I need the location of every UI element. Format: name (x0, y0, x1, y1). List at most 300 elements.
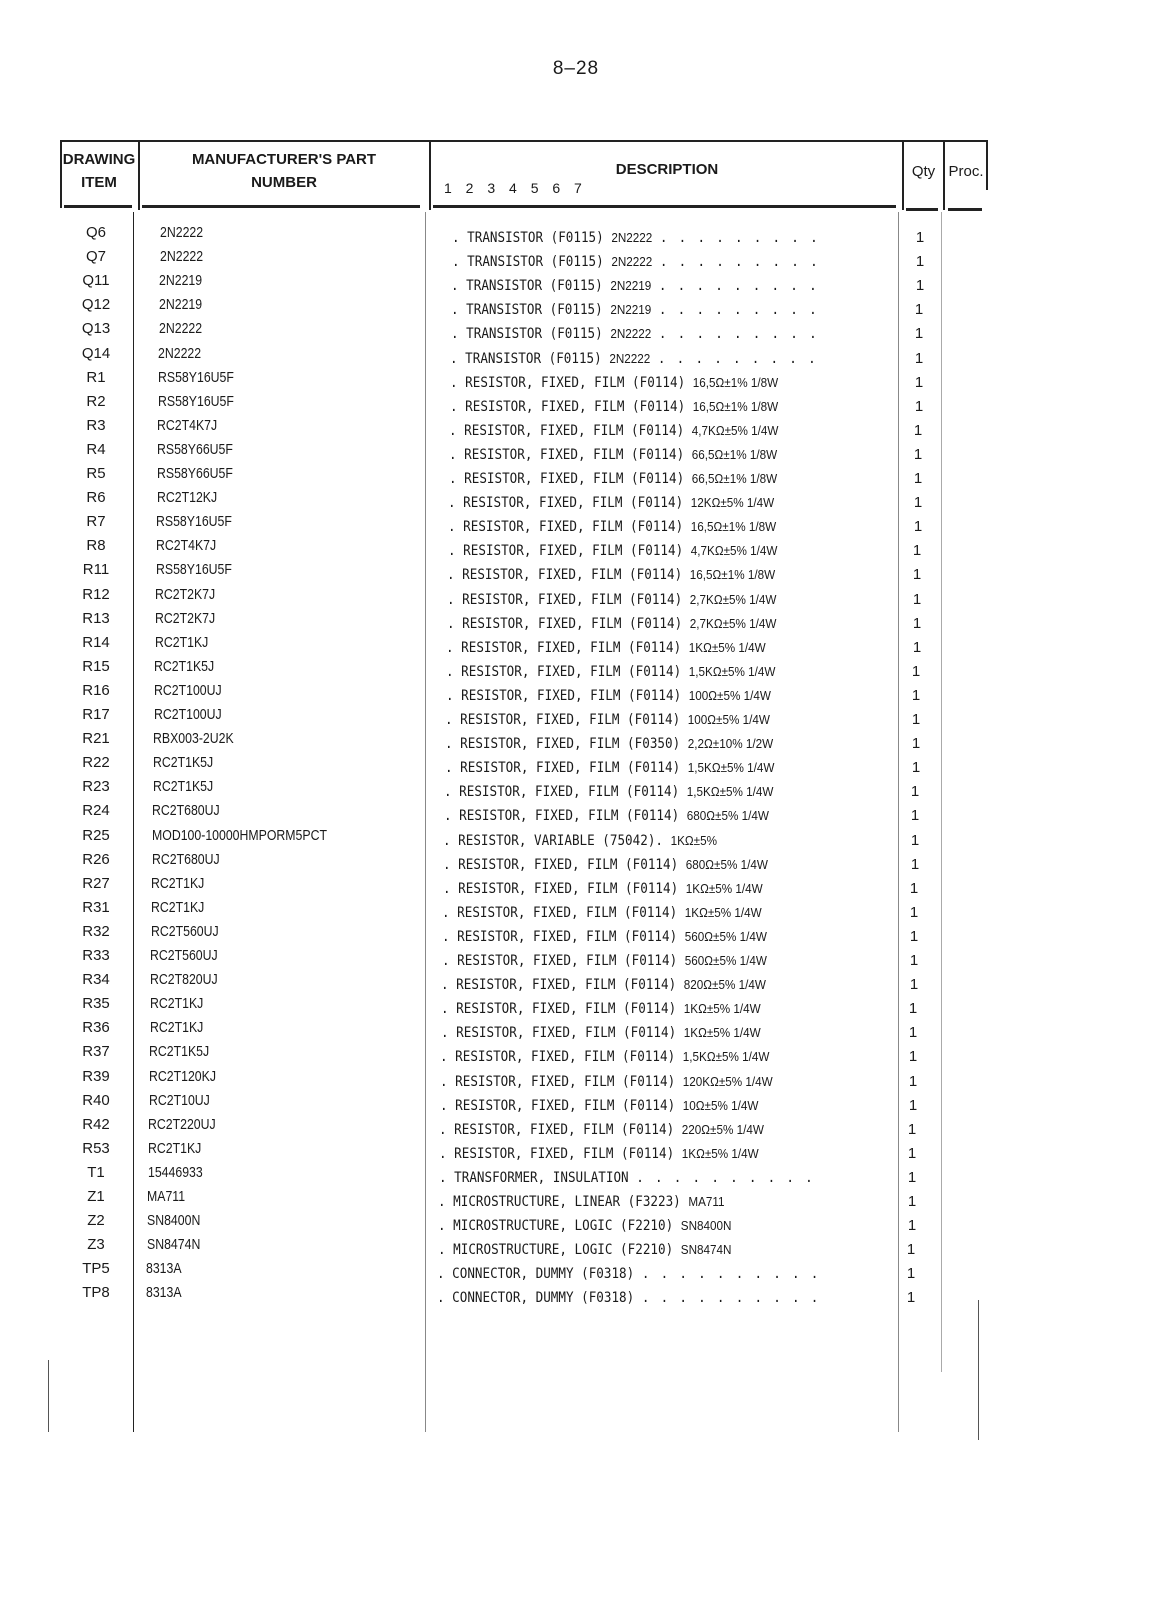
part-number: RC2T680UJ (152, 802, 220, 819)
description (451, 300, 818, 320)
drawing-item: R24 (82, 802, 110, 819)
description-value: 1,5KΩ±5% 1/4W (686, 784, 774, 799)
part-number: RC2T1K5J (153, 778, 214, 795)
description-text: . RESISTOR, FIXED, FILM (F0114) (445, 760, 681, 776)
description-value: 2,7KΩ±5% 1/4W (689, 616, 777, 631)
description-value: 1KΩ±5% 1/4W (683, 1001, 761, 1016)
table-row (0, 753, 1152, 777)
part-number: 2N2219 (159, 272, 203, 289)
drawing-item: Q6 (85, 224, 106, 241)
description-text: . RESISTOR, FIXED, FILM (F0114) (441, 1025, 677, 1041)
table-row (0, 344, 1152, 368)
quantity: 1 (914, 325, 924, 342)
drawing-item: R8 (86, 537, 106, 554)
part-number: RC2T1KJ (150, 1019, 204, 1036)
quantity: 1 (907, 1193, 917, 1210)
table-row (0, 416, 1152, 440)
description-value: 2N2219 (610, 302, 652, 317)
description (443, 879, 763, 899)
description (441, 975, 766, 995)
drawing-item: R2 (86, 393, 106, 410)
part-number: RC2T560UJ (151, 923, 219, 940)
table-row (0, 1235, 1152, 1259)
quantity: 1 (912, 615, 922, 632)
leader-dots: . . . . . . . . . (659, 254, 820, 270)
quantity: 1 (912, 566, 922, 583)
description-value: 16,5Ω±1% 1/8W (690, 519, 777, 534)
description-value: 1KΩ±5% 1/4W (685, 881, 763, 896)
leader-dots: . . . . . . . . . (658, 326, 819, 342)
part-number: RC2T1KJ (155, 634, 209, 651)
part-number: RS58Y66U5F (157, 465, 233, 482)
table-row (0, 705, 1152, 729)
table-row (0, 633, 1152, 657)
description-text: . RESISTOR, FIXED, FILM (F0114) (447, 592, 683, 608)
description (445, 758, 774, 778)
drawing-item: R26 (82, 851, 110, 868)
description-text: . RESISTOR, VARIABLE (75042). (443, 833, 663, 849)
description-value: 16,5Ω±1% 1/8W (689, 567, 776, 582)
description (439, 1144, 759, 1164)
quantity: 1 (914, 374, 924, 391)
table-row (0, 1115, 1152, 1139)
description-text: . RESISTOR, FIXED, FILM (F0114) (443, 857, 679, 873)
drawing-item: R3 (86, 417, 106, 434)
description-text: . RESISTOR, FIXED, FILM (F0114) (448, 495, 684, 511)
drawing-item: R17 (82, 706, 110, 723)
description (440, 1047, 769, 1067)
description-text: . RESISTOR, FIXED, FILM (F0114) (449, 447, 685, 463)
header-description-levels: 1 2 3 4 5 6 7 (444, 180, 587, 196)
description-value: MA711 (688, 1194, 725, 1209)
description (437, 1264, 820, 1284)
description-value: 66,5Ω±1% 1/8W (691, 471, 778, 486)
drawing-item: Z3 (87, 1236, 105, 1253)
table-row (0, 440, 1152, 464)
quantity: 1 (906, 1241, 916, 1258)
drawing-item: R42 (82, 1116, 110, 1133)
part-number: RC2T2K7J (155, 586, 216, 603)
header-description: DESCRIPTION (615, 161, 719, 178)
drawing-item: R35 (82, 995, 110, 1012)
quantity: 1 (910, 807, 920, 824)
drawing-item: R40 (82, 1092, 110, 1109)
drawing-item: Z1 (87, 1188, 105, 1205)
quantity: 1 (911, 663, 921, 680)
description-text: . RESISTOR, FIXED, FILM (F0114) (442, 953, 678, 969)
drawing-item: R1 (86, 369, 106, 386)
description-text: . MICROSTRUCTURE, LINEAR (F3223) (438, 1194, 681, 1210)
table-row (0, 994, 1152, 1018)
quantity: 1 (908, 1048, 918, 1065)
description (440, 1096, 758, 1116)
part-number: RC2T120KJ (149, 1068, 216, 1085)
part-number: RC2T1K5J (149, 1043, 210, 1060)
description (439, 1168, 815, 1188)
description-value: 1KΩ±5% (670, 833, 717, 848)
description (441, 1023, 761, 1043)
description-text: . RESISTOR, FIXED, FILM (F0114) (447, 567, 683, 583)
description-text: . RESISTOR, FIXED, FILM (F0114) (440, 1098, 676, 1114)
quantity: 1 (909, 880, 919, 897)
description-text: . RESISTOR, FIXED, FILM (F0114) (445, 712, 681, 728)
description-value: 1KΩ±5% 1/4W (681, 1146, 759, 1161)
description-value: SN8474N (680, 1242, 732, 1257)
part-number: RC2T1KJ (148, 1140, 202, 1157)
description-value: 2,2Ω±10% 1/2W (687, 736, 774, 751)
drawing-item: R34 (82, 971, 110, 988)
description-text: . RESISTOR, FIXED, FILM (F0114) (442, 929, 678, 945)
quantity: 1 (912, 639, 922, 656)
quantity: 1 (911, 711, 921, 728)
drawing-item: T1 (87, 1164, 105, 1181)
quantity: 1 (911, 759, 921, 776)
table-row (0, 1139, 1152, 1163)
leader-dots: . . . . . . . . . . (641, 1266, 821, 1282)
table-row (0, 874, 1152, 898)
description-text: . CONNECTOR, DUMMY (F0318) (437, 1266, 635, 1282)
quantity: 1 (909, 976, 919, 993)
drawing-item: Q7 (85, 248, 106, 265)
quantity: 1 (913, 446, 923, 463)
description (451, 276, 818, 296)
part-number: RC2T4K7J (156, 537, 217, 554)
description-text: . RESISTOR, FIXED, FILM (F0114) (444, 784, 680, 800)
leader-dots: . . . . . . . . . (659, 230, 820, 246)
part-number: RC2T1KJ (151, 875, 205, 892)
part-number: 2N2222 (159, 320, 203, 337)
part-number: MA711 (147, 1188, 186, 1205)
description (445, 734, 773, 754)
part-number: RC2T220UJ (148, 1116, 216, 1133)
table-row (0, 319, 1152, 343)
description-value: 1,5KΩ±5% 1/4W (682, 1049, 770, 1064)
drawing-item: R32 (82, 923, 110, 940)
description-value: 4,7KΩ±5% 1/4W (690, 543, 778, 558)
description-text: . RESISTOR, FIXED, FILM (F0114) (446, 664, 682, 680)
table-row (0, 1163, 1152, 1187)
part-number: 2N2219 (159, 296, 203, 313)
description-value: 560Ω±5% 1/4W (684, 929, 767, 944)
description-value: 220Ω±5% 1/4W (681, 1122, 764, 1137)
quantity: 1 (906, 1289, 916, 1306)
part-number: RS58Y16U5F (156, 561, 232, 578)
drawing-item: Q11 (82, 272, 110, 289)
drawing-item: R21 (82, 730, 110, 747)
drawing-item: R31 (82, 899, 110, 916)
description-text: . RESISTOR, FIXED, FILM (F0114) (449, 471, 685, 487)
quantity: 1 (908, 1024, 918, 1041)
part-number: RC2T4K7J (157, 417, 218, 434)
description-text: . RESISTOR, FIXED, FILM (F0114) (447, 616, 683, 632)
description (452, 228, 819, 248)
description (449, 421, 778, 441)
table-row (0, 657, 1152, 681)
description (446, 662, 775, 682)
part-number: 2N2222 (158, 345, 202, 362)
description (441, 999, 761, 1019)
drawing-item: R16 (82, 682, 110, 699)
part-number: RC2T560UJ (150, 947, 218, 964)
quantity: 1 (909, 952, 919, 969)
table-row (0, 247, 1152, 271)
drawing-item: Q12 (81, 296, 111, 313)
quantity: 1 (915, 229, 925, 246)
description-text: . RESISTOR, FIXED, FILM (F0114) (448, 543, 684, 559)
part-number: RC2T1K5J (153, 754, 214, 771)
table-row (0, 970, 1152, 994)
leader-dots: . . . . . . . . . . (641, 1290, 821, 1306)
description (444, 806, 769, 826)
description-value: 120KΩ±5% 1/4W (682, 1074, 773, 1089)
description-value: 560Ω±5% 1/4W (684, 953, 767, 968)
description-text: . TRANSISTOR (F0115) (451, 326, 603, 342)
part-number: SN8400N (147, 1212, 201, 1229)
quantity: 1 (908, 1097, 918, 1114)
table-row (0, 585, 1152, 609)
quantity: 1 (914, 350, 924, 367)
description-text: . TRANSISTOR (F0115) (451, 302, 603, 318)
quantity: 1 (912, 591, 922, 608)
drawing-item: R22 (82, 754, 110, 771)
leader-dots: . . . . . . . . . . (636, 1170, 815, 1186)
table-row (0, 946, 1152, 970)
description (448, 517, 776, 537)
quantity: 1 (910, 832, 920, 849)
table-row (0, 1042, 1152, 1066)
table-row (0, 1067, 1152, 1091)
part-number: RC2T2K7J (155, 610, 216, 627)
part-number: RC2T1K5J (154, 658, 215, 675)
quantity: 1 (908, 1000, 918, 1017)
quantity: 1 (907, 1169, 917, 1186)
drawing-item: TP8 (82, 1284, 110, 1301)
quantity: 1 (907, 1145, 917, 1162)
description (450, 373, 778, 393)
description-value: 1KΩ±5% 1/4W (688, 640, 766, 655)
quantity: 1 (909, 904, 919, 921)
table-row (0, 271, 1152, 295)
table-row (0, 223, 1152, 247)
description-value: 2N2222 (611, 254, 653, 269)
description (448, 493, 774, 513)
description-value: 66,5Ω±1% 1/8W (691, 447, 778, 462)
description (440, 1072, 773, 1092)
table-row (0, 801, 1152, 825)
description (452, 252, 819, 272)
description (451, 324, 818, 344)
table-row (0, 488, 1152, 512)
drawing-item: R4 (86, 441, 106, 458)
description-text: . RESISTOR, FIXED, FILM (F0114) (448, 519, 684, 535)
description-value: 16,5Ω±1% 1/8W (692, 375, 779, 390)
table-row (0, 464, 1152, 488)
drawing-item: R27 (82, 875, 110, 892)
description (443, 855, 768, 875)
header-qty: Qty (911, 163, 936, 180)
description-text: . RESISTOR, FIXED, FILM (F0114) (446, 640, 682, 656)
part-number: RS58Y16U5F (158, 393, 234, 410)
description (438, 1240, 731, 1260)
header-drawing-line1: DRAWING (62, 151, 136, 168)
leader-dots: . . . . . . . . . (658, 302, 819, 318)
part-number: RS58Y66U5F (157, 441, 233, 458)
part-number: RC2T100UJ (154, 682, 222, 699)
drawing-item: R13 (82, 610, 110, 627)
description-value: 1,5KΩ±5% 1/4W (688, 664, 776, 679)
description-text: . RESISTOR, FIXED, FILM (F0350) (445, 736, 681, 752)
drawing-item: Q14 (81, 345, 111, 362)
part-number: 8313A (146, 1284, 182, 1301)
quantity: 1 (913, 422, 923, 439)
header-part-line2: NUMBER (251, 174, 317, 191)
drawing-item: R33 (82, 947, 110, 964)
quantity: 1 (911, 735, 921, 752)
part-number: RS58Y16U5F (158, 369, 234, 386)
description-value: 2N2219 (610, 278, 652, 293)
table-row (0, 898, 1152, 922)
description-text: . TRANSISTOR (F0115) (452, 254, 604, 270)
description-text: . CONNECTOR, DUMMY (F0318) (437, 1290, 635, 1306)
drawing-item: R37 (82, 1043, 110, 1060)
drawing-item: TP5 (82, 1260, 110, 1277)
description (443, 831, 717, 851)
description-text: . RESISTOR, FIXED, FILM (F0114) (446, 688, 682, 704)
table-row (0, 1187, 1152, 1211)
part-number: 2N2222 (160, 248, 204, 265)
part-number: RC2T680UJ (152, 851, 220, 868)
drawing-item: R12 (82, 586, 110, 603)
table-row (0, 1091, 1152, 1115)
part-number: RC2T12KJ (157, 489, 218, 506)
description (438, 1216, 731, 1236)
description-value: 100Ω±5% 1/4W (687, 712, 770, 727)
table-row (0, 392, 1152, 416)
description (447, 614, 776, 634)
drawing-item: R7 (86, 513, 106, 530)
part-number: SN8474N (147, 1236, 201, 1253)
drawing-item: R15 (82, 658, 110, 675)
description-text: . RESISTOR, FIXED, FILM (F0114) (441, 1001, 677, 1017)
header-proc: Proc. (948, 163, 984, 180)
part-number: RC2T100UJ (154, 706, 222, 723)
description (439, 1120, 764, 1140)
header-part-line1: MANUFACTURER'S PART (191, 151, 377, 168)
page-number: 8–28 (552, 58, 600, 79)
quantity: 1 (910, 856, 920, 873)
description-text: . RESISTOR, FIXED, FILM (F0114) (439, 1122, 675, 1138)
description-value: 680Ω±5% 1/4W (686, 808, 769, 823)
quantity: 1 (911, 687, 921, 704)
description-value: 4,7KΩ±5% 1/4W (691, 423, 779, 438)
description-text: . TRANSISTOR (F0115) (450, 351, 602, 367)
part-number: 15446933 (148, 1164, 203, 1181)
table-row (0, 922, 1152, 946)
table-row (0, 729, 1152, 753)
table-row (0, 1283, 1152, 1307)
description-text: . TRANSFORMER, INSULATION (439, 1170, 629, 1186)
description-value: SN8400N (680, 1218, 732, 1233)
part-number: 8313A (146, 1260, 182, 1277)
description-text: . RESISTOR, FIXED, FILM (F0114) (441, 977, 677, 993)
drawing-item: R25 (82, 827, 110, 844)
description (447, 590, 776, 610)
description-text: . RESISTOR, FIXED, FILM (F0114) (449, 423, 685, 439)
leader-dots: . . . . . . . . . (658, 278, 819, 294)
description (445, 710, 770, 730)
description (448, 541, 777, 561)
quantity: 1 (914, 398, 924, 415)
description (442, 903, 762, 923)
description-text: . MICROSTRUCTURE, LOGIC (F2210) (438, 1218, 674, 1234)
quantity: 1 (912, 542, 922, 559)
drawing-item: R5 (86, 465, 106, 482)
description-text: . RESISTOR, FIXED, FILM (F0114) (450, 375, 686, 391)
description-text: . TRANSISTOR (F0115) (452, 230, 604, 246)
description (449, 469, 777, 489)
description-value: 1KΩ±5% 1/4W (684, 905, 762, 920)
description-value: 2N2222 (611, 230, 653, 245)
description (444, 782, 773, 802)
table-row (0, 536, 1152, 560)
description-value: 2N2222 (610, 326, 652, 341)
part-number: RC2T820UJ (150, 971, 218, 988)
table-row (0, 1259, 1152, 1283)
description (450, 397, 778, 417)
description-value: 12KΩ±5% 1/4W (690, 495, 775, 510)
part-number: MOD100-10000HMPORM5PCT (152, 827, 327, 844)
leader-dots: . . . . . . . . . (657, 351, 818, 367)
drawing-item: Z2 (87, 1212, 105, 1229)
description-text: . RESISTOR, FIXED, FILM (F0114) (439, 1146, 675, 1162)
description-value: 1KΩ±5% 1/4W (683, 1025, 761, 1040)
quantity: 1 (914, 301, 924, 318)
quantity: 1 (913, 470, 923, 487)
table-row (0, 681, 1152, 705)
description-value: 2,7KΩ±5% 1/4W (689, 592, 777, 607)
quantity: 1 (913, 518, 923, 535)
drawing-item: R53 (82, 1140, 110, 1157)
description-text: . RESISTOR, FIXED, FILM (F0114) (444, 808, 680, 824)
description-text: . MICROSTRUCTURE, LOGIC (F2210) (438, 1242, 674, 1258)
drawing-item: R36 (82, 1019, 110, 1036)
quantity: 1 (915, 277, 925, 294)
description (450, 349, 817, 369)
drawing-item: Q13 (81, 320, 111, 337)
quantity: 1 (907, 1217, 917, 1234)
description (446, 638, 766, 658)
quantity: 1 (907, 1121, 917, 1138)
table-row (0, 826, 1152, 850)
description-text: . RESISTOR, FIXED, FILM (F0114) (450, 399, 686, 415)
quantity: 1 (909, 928, 919, 945)
part-number: 2N2222 (160, 224, 204, 241)
quantity: 1 (915, 253, 925, 270)
table-row (0, 560, 1152, 584)
header-drawing-line2: ITEM (81, 174, 117, 191)
quantity: 1 (906, 1265, 916, 1282)
part-number: RC2T10UJ (149, 1092, 210, 1109)
drawing-item: R6 (86, 489, 106, 506)
quantity: 1 (910, 783, 920, 800)
description (442, 951, 767, 971)
description-value: 10Ω±5% 1/4W (682, 1098, 759, 1113)
description (449, 445, 777, 465)
drawing-item: R14 (82, 634, 110, 651)
table-row (0, 295, 1152, 319)
description-value: 680Ω±5% 1/4W (685, 857, 768, 872)
description-value: 100Ω±5% 1/4W (688, 688, 771, 703)
